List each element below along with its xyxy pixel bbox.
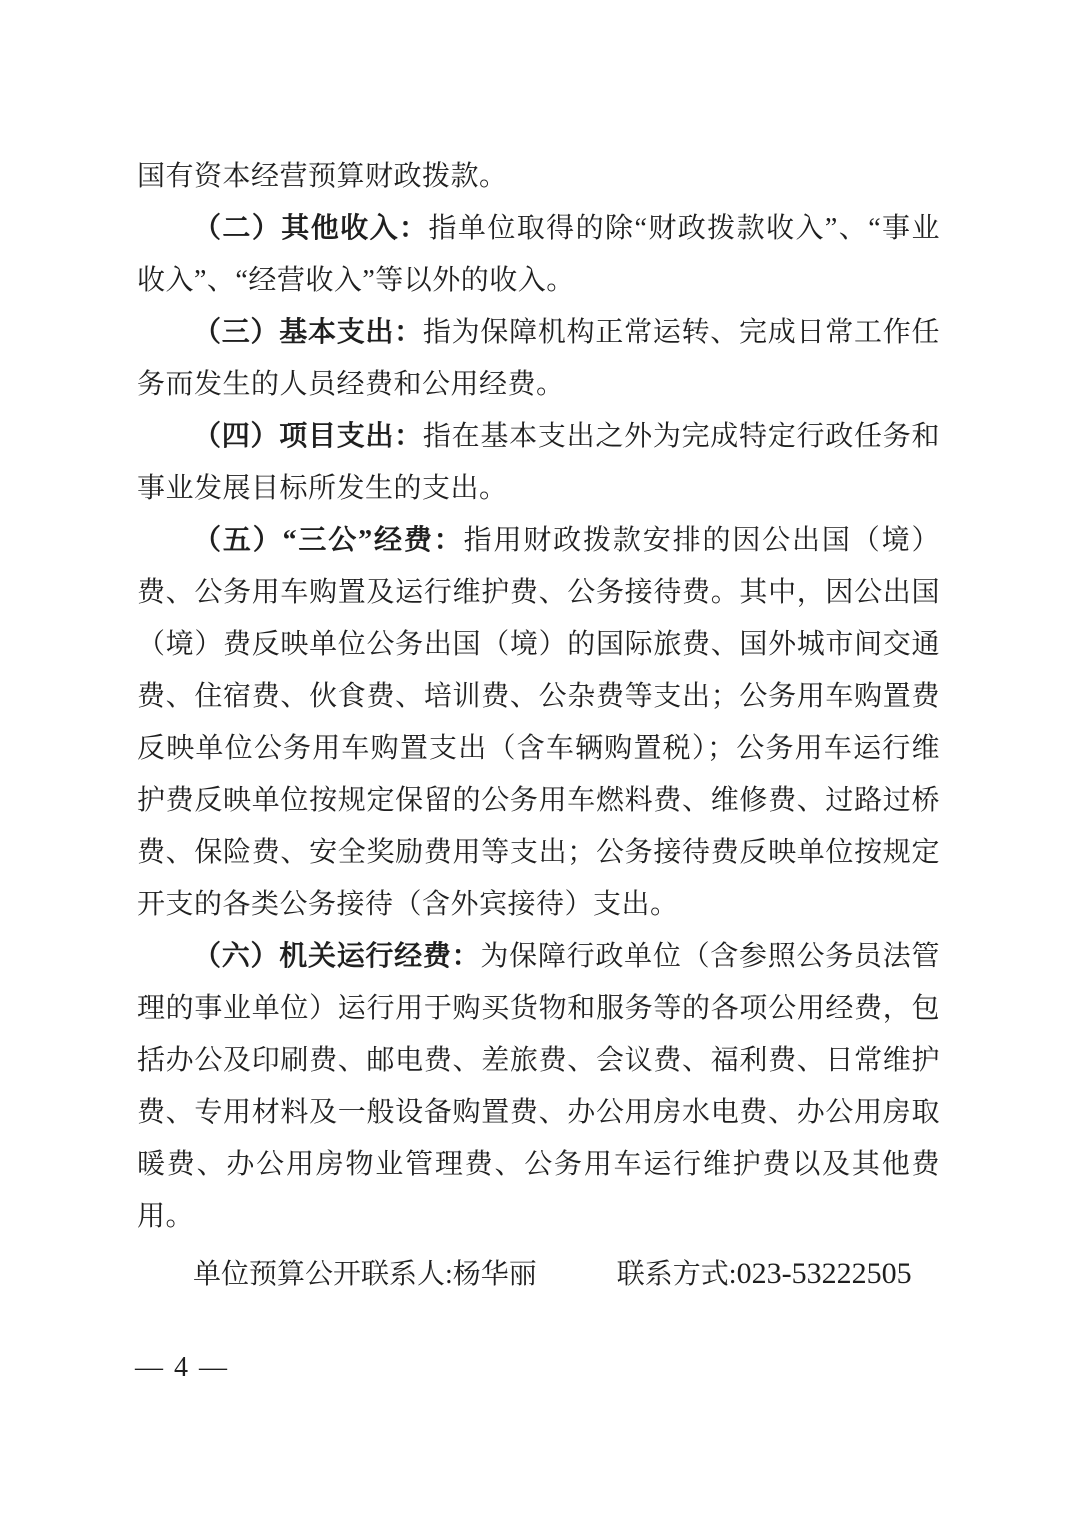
paragraph-text: 指在基本支出之外为完成特定行政任务和事业发展目标所发生的支出。 (137, 421, 940, 504)
paragraph-basic-expenditure (137, 307, 940, 411)
paragraph-text: 国有资本经营预算财政拨款。 (137, 161, 508, 192)
paragraph-three-public-funds (137, 515, 940, 931)
paragraph-project-expenditure (137, 411, 940, 515)
contact-phone-number: 023-53222505 (736, 1257, 912, 1290)
paragraph-other-income (137, 203, 940, 307)
paragraph-agency-operating-funds (137, 931, 940, 1243)
contact-person-name: 杨华丽 (452, 1259, 537, 1290)
paragraph-lead: （三）基本支出： (193, 317, 423, 348)
paragraph-lead: （五）“三公”经费： (193, 525, 464, 556)
contact-method-label: 联系方式: (616, 1259, 737, 1290)
contact-line (193, 1253, 953, 1296)
paragraph-lead: （四）项目支出： (193, 421, 423, 452)
document-body (137, 151, 940, 1243)
paragraph-continuation (137, 151, 940, 203)
paragraph-text: 指用财政拨款安排的因公出国（境）费、公务用车购置及运行维护费、公务接待费。其中，因公出国（境）费反映单位公务出国（境）的国际旅费、国外城市间交通费、住宿费、伙食费、培训费、公杂费等支出；公务用车购置费反映单位公务用车购置支出（含车辆购置税）；公务用车运行维护费反映单位按规定保留的公务用车燃料费、维修费、过路过桥费、保险费、安全奖励费用等支出；公务接待费反映单位按规定开支的各类公务接待（含外宾接待）支出。 (137, 525, 940, 920)
paragraph-text: 指为保障机构正常运转、完成日常工作任务而发生的人员经费和公用经费。 (137, 317, 940, 400)
paragraph-text: 为保障行政单位（含参照公务员法管理的事业单位）运行用于购买货物和服务等的各项公用经费，包括办公及印刷费、邮电费、差旅费、会议费、福利费、日常维护费、专用材料及一般设备购置费、办公用房水电费、办公用房取暖费、办公用房物业管理费、公务用车运行维护费以及其他费用。 (137, 941, 940, 1232)
paragraph-lead: （六）机关运行经费： (193, 941, 481, 972)
paragraph-text: 指单位取得的除“财政拨款收入”、“事业收入”、“经营收入”等以外的收入。 (137, 213, 940, 296)
page-number: — 4 — (135, 1352, 229, 1383)
contact-person-label: 单位预算公开联系人: (193, 1259, 453, 1290)
paragraph-lead: （二）其他收入： (193, 213, 429, 244)
